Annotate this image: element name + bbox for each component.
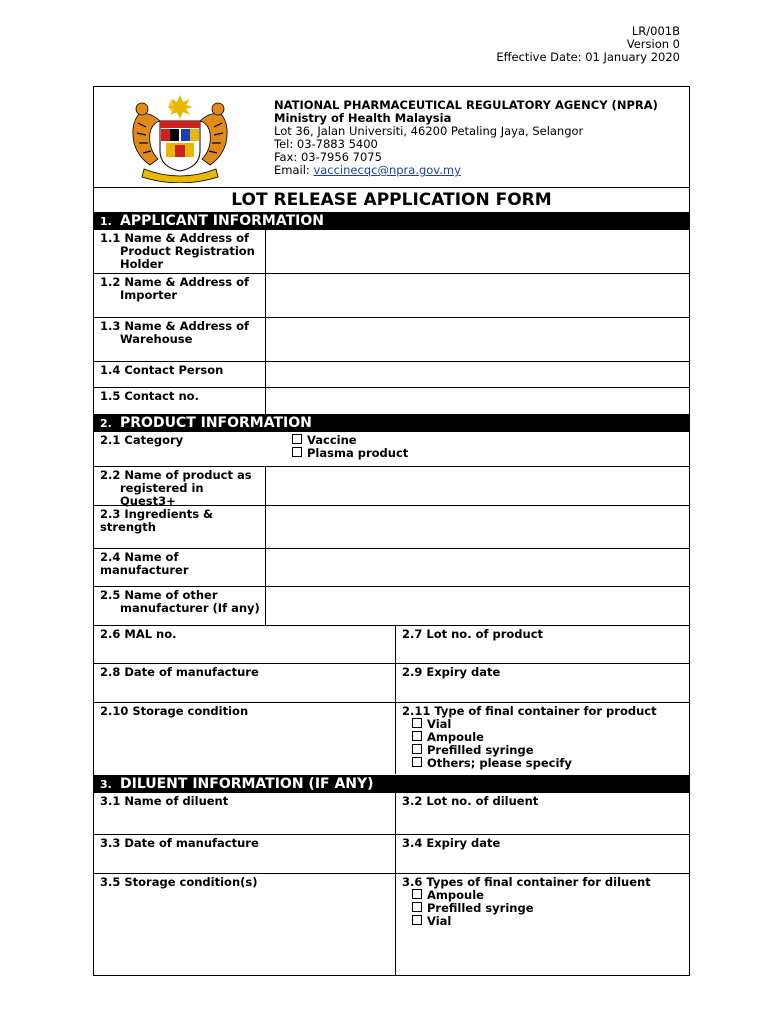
section-2-header: 2. PRODUCT INFORMATION [94, 414, 689, 432]
mal-no-field[interactable]: 2.6 MAL no. [94, 626, 396, 663]
checkbox-diluent-ampoule[interactable]: Ampoule [412, 889, 683, 902]
field-row-3-3-3-4 [94, 835, 689, 874]
checkbox-diluent-prefilled-syringe[interactable]: Prefilled syringe [412, 902, 683, 915]
field-row-2-10-2-11 [94, 703, 689, 774]
field-row-1-4[interactable] [94, 362, 689, 388]
field-row-1-2[interactable] [94, 274, 689, 318]
malaysia-coat-of-arms-icon [120, 93, 240, 183]
email-link[interactable]: vaccinecqc@npra.gov.my [313, 163, 461, 177]
checkbox-plasma-product[interactable]: Plasma product [292, 447, 408, 460]
checkbox-icon[interactable] [292, 447, 302, 457]
checkbox-icon[interactable] [412, 744, 422, 754]
agency-address: Lot 36, Jalan Universiti, 46200 Petaling Jaya, Selangor [274, 124, 584, 138]
checkbox-icon[interactable] [412, 889, 422, 899]
storage-condition-field[interactable]: 2.10 Storage condition [94, 703, 396, 774]
document-version: Version 0 [626, 37, 680, 51]
form-frame [93, 86, 690, 976]
diluent-storage-field[interactable]: 3.5 Storage condition(s) [94, 874, 396, 976]
field-row-2-2[interactable] [94, 467, 689, 506]
field-row-1-5[interactable] [94, 388, 689, 414]
checkbox-others[interactable]: Others; please specify [412, 757, 683, 770]
field-label: 1.4 Contact Person [94, 362, 266, 387]
lot-no-field[interactable]: 2.7 Lot no. of product [402, 627, 544, 641]
field-label: 1.5 Contact no. [94, 388, 266, 414]
agency-email: Email: vaccinecqc@npra.gov.my [274, 163, 461, 177]
mfg-date-field[interactable]: 2.8 Date of manufacture [94, 664, 396, 702]
agency-fax: Fax: 03-7956 7075 [274, 150, 382, 164]
field-row-3-1-3-2 [94, 793, 689, 835]
document-control-info [496, 25, 680, 64]
field-label: 1.2 Name & Address of Importer [94, 274, 266, 317]
checkbox-diluent-vial[interactable]: Vial [412, 915, 683, 928]
agency-details [274, 99, 658, 177]
section-3-header: 3. DILUENT INFORMATION (IF ANY) [94, 775, 689, 793]
checkbox-prefilled-syringe[interactable]: Prefilled syringe [412, 744, 683, 757]
diluent-container-label: 3.6 Types of final container for diluent [402, 875, 651, 889]
checkbox-ampoule[interactable]: Ampoule [412, 731, 683, 744]
agency-name: NATIONAL PHARMACEUTICAL REGULATORY AGENCY (NPRA) [274, 98, 658, 112]
field-row-3-5-3-6 [94, 874, 689, 976]
field-row-2-8-2-9 [94, 664, 689, 703]
field-row-2-1 [94, 432, 689, 467]
expiry-date-field[interactable]: 2.9 Expiry date [402, 665, 501, 679]
diluent-expiry-field[interactable]: 3.4 Expiry date [402, 836, 501, 850]
container-type-label: 2.11 Type of final container for product [402, 704, 657, 718]
field-label: 2.3 Ingredients & strength [94, 506, 266, 548]
field-row-1-3[interactable] [94, 318, 689, 362]
checkbox-icon[interactable] [412, 757, 422, 767]
diluent-name-field[interactable]: 3.1 Name of diluent [94, 793, 396, 834]
field-label: 2.1 Category [100, 433, 184, 447]
field-row-2-4[interactable] [94, 549, 689, 587]
field-label: 2.4 Name of manufacturer [94, 549, 266, 586]
diluent-lot-field[interactable]: 3.2 Lot no. of diluent [402, 794, 539, 808]
checkbox-vial[interactable]: Vial [412, 718, 683, 731]
effective-date: Effective Date: 01 January 2020 [496, 50, 680, 64]
diluent-container-field [396, 874, 689, 976]
diluent-mfg-date-field[interactable]: 3.3 Date of manufacture [94, 835, 396, 873]
field-row-2-6-2-7 [94, 626, 689, 664]
field-row-1-1[interactable] [94, 230, 689, 274]
checkbox-icon[interactable] [412, 915, 422, 925]
category-options [292, 434, 408, 460]
field-row-2-5[interactable] [94, 587, 689, 626]
field-label: 2.5 Name of other manufacturer (If any) [94, 587, 266, 625]
field-label: 2.2 Name of product as registered in Quest3+ [94, 467, 266, 505]
container-type-field [396, 703, 689, 774]
ministry-name: Ministry of Health Malaysia [274, 111, 452, 125]
letterhead [94, 87, 689, 188]
section-1-header: 1. APPLICANT INFORMATION [94, 212, 689, 230]
field-label: 1.1 Name & Address of Product Registration Holder [94, 230, 266, 273]
document-code: LR/001B [631, 24, 680, 38]
field-label: 1.3 Name & Address of Warehouse [94, 318, 266, 361]
form-title: LOT RELEASE APPLICATION FORM [231, 190, 552, 210]
checkbox-icon[interactable] [412, 718, 422, 728]
field-row-2-3[interactable] [94, 506, 689, 549]
checkbox-icon[interactable] [412, 902, 422, 912]
checkbox-vaccine[interactable]: Vaccine [292, 434, 408, 447]
checkbox-icon[interactable] [412, 731, 422, 741]
checkbox-icon[interactable] [292, 434, 302, 444]
agency-tel: Tel: 03-7883 5400 [274, 137, 378, 151]
